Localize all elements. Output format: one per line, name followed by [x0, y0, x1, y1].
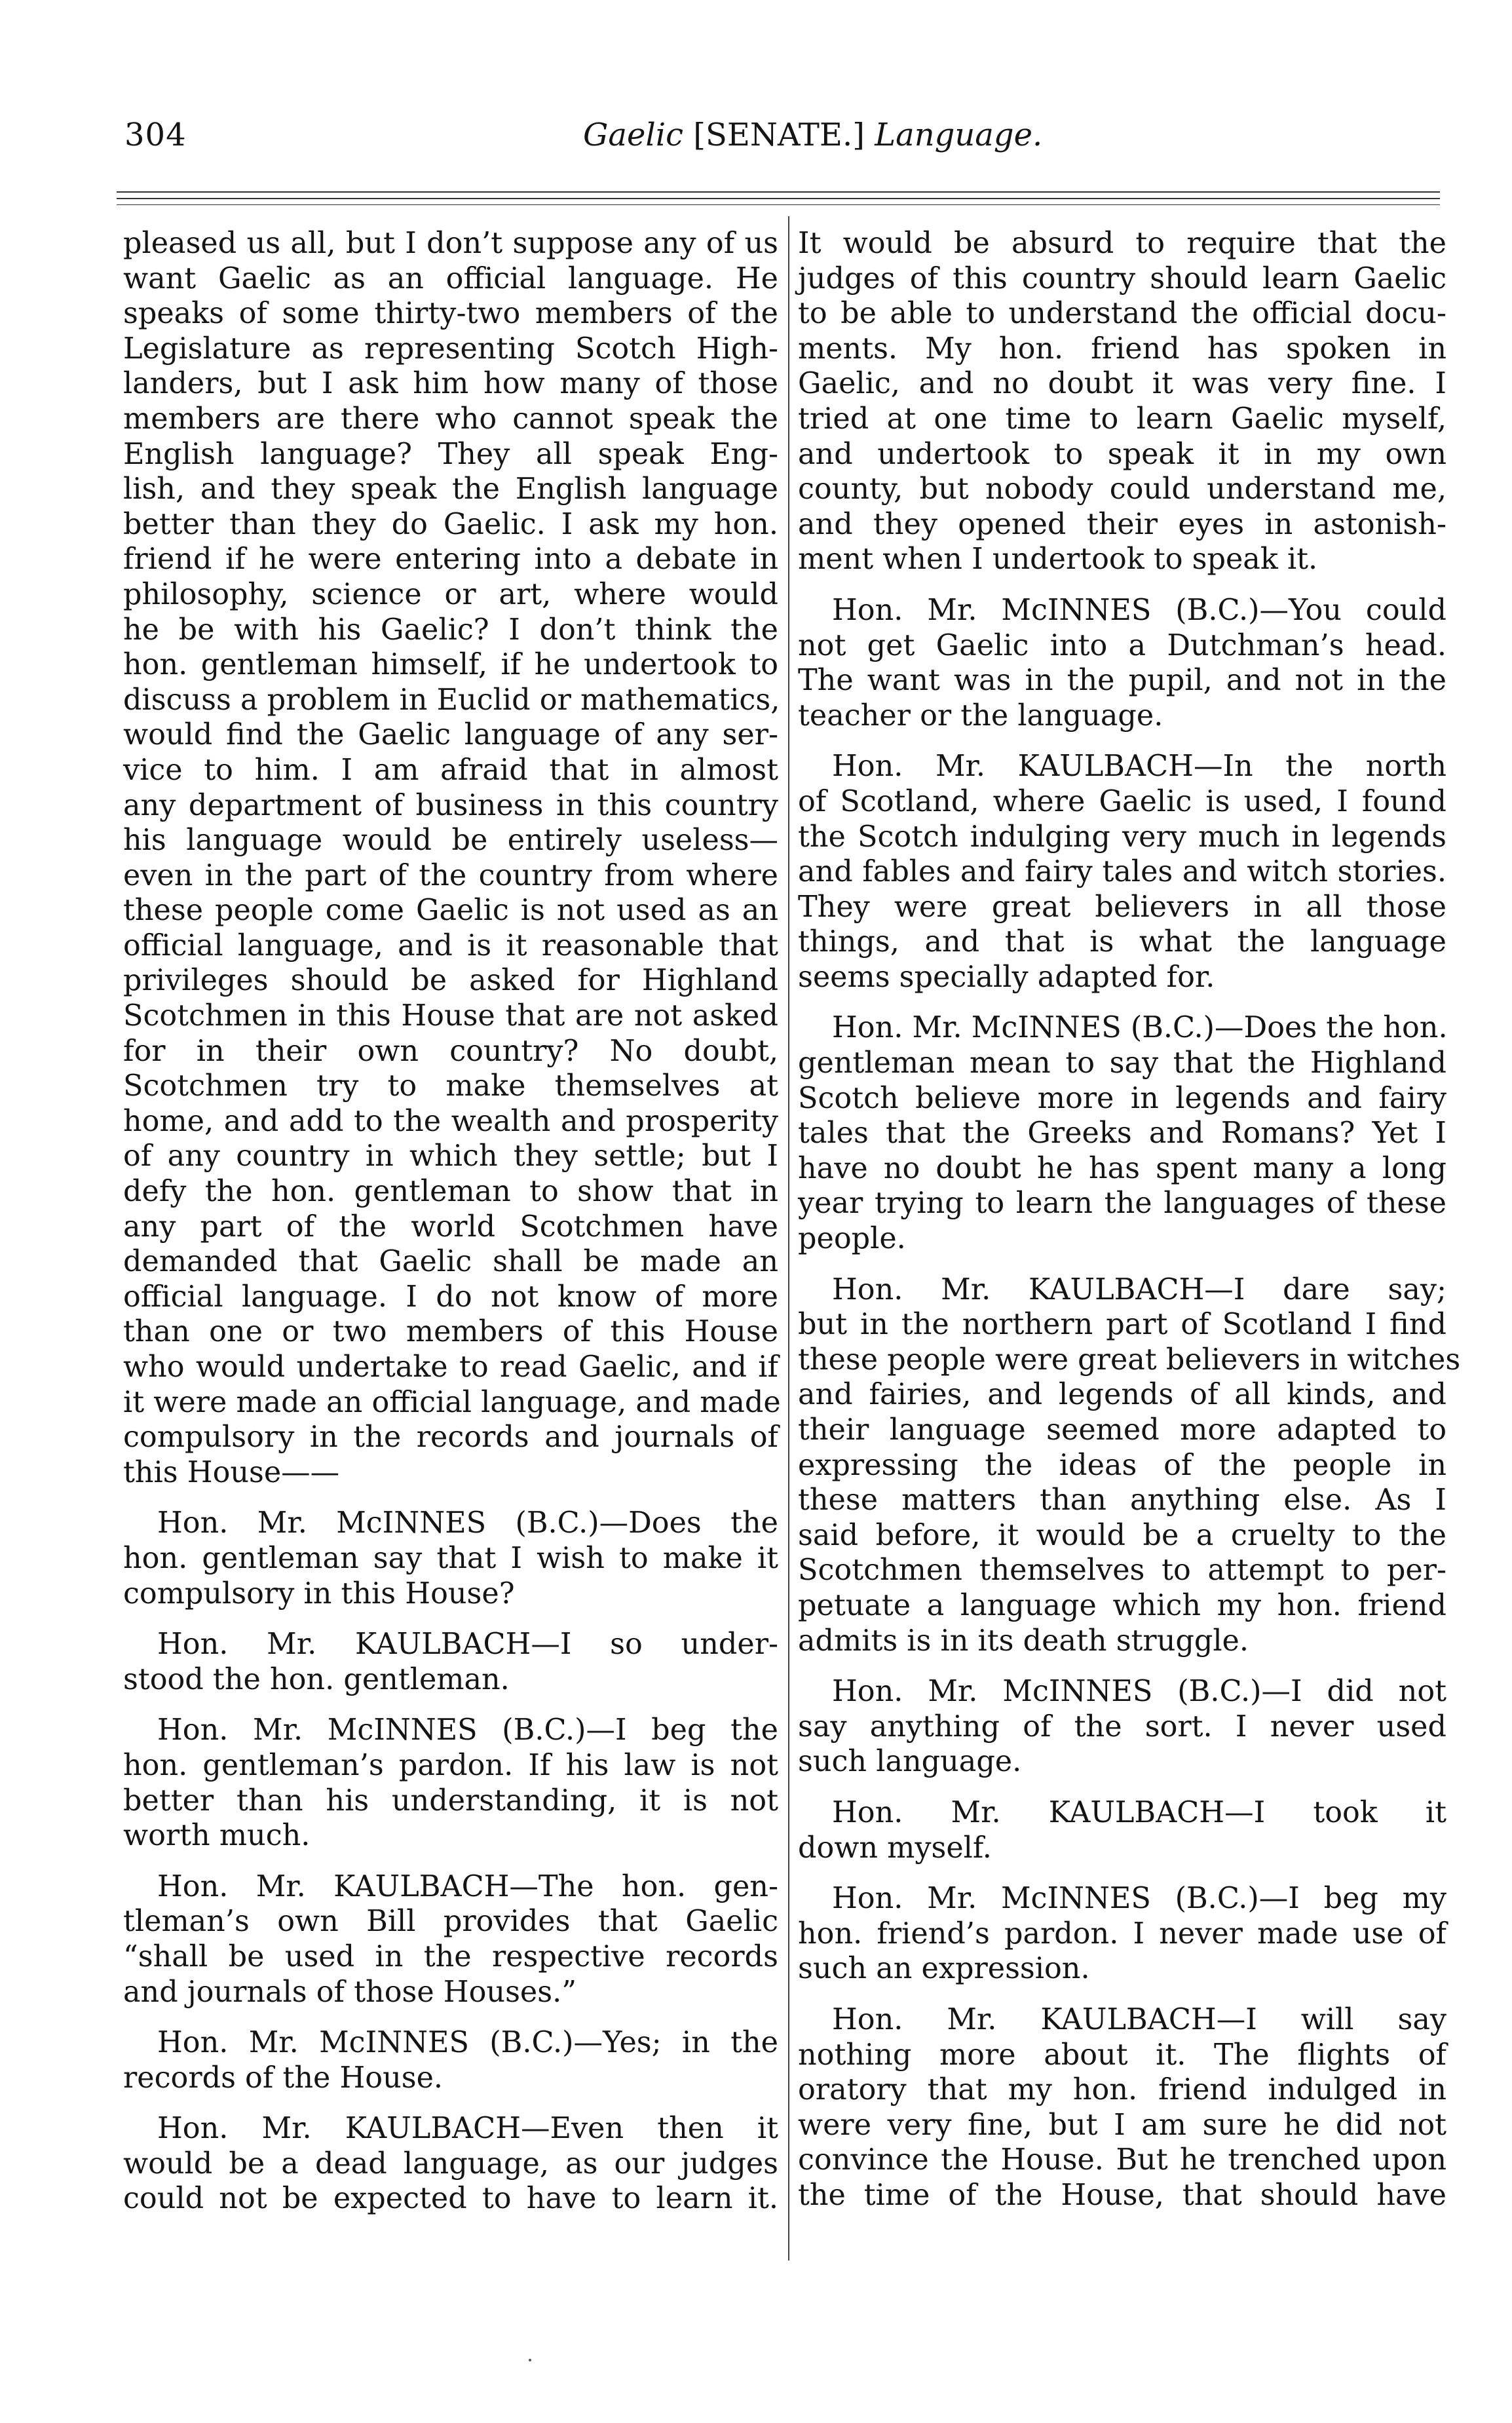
speaker-line: Hon. Mr. KAULBACH—The hon. gen- [157, 1869, 778, 1903]
text-line: of Scotland, where Gaelic is used, I found [798, 784, 1446, 818]
text-line: would find the Gaelic language of any ser- [123, 718, 778, 752]
speech-paragraph [798, 593, 1446, 733]
text-line: and fables and fairy tales and witch stories. [798, 855, 1446, 889]
text-line: Scotch believe more in legends and fairy [798, 1081, 1446, 1115]
text-line: the time of the House, that should have [798, 2178, 1446, 2212]
left-column [123, 226, 781, 2217]
text-line: he be with his Gaelic? I don’t think the [123, 613, 778, 647]
text-line: They were great believers in all those [798, 890, 1446, 924]
column-divider [788, 216, 789, 2261]
speech-paragraph [123, 2111, 778, 2217]
text-line: people. [798, 1222, 906, 1256]
speaker-line: Hon. Mr. KAULBACH—I took it [832, 1795, 1446, 1829]
text-line: official language. I do not know of more [123, 1280, 778, 1314]
text-line: tleman’s own Bill provides that Gaelic [123, 1905, 778, 1939]
text-line: any part of the world Scotchmen have [123, 1210, 778, 1244]
text-line: lish, and they speak the English language [123, 472, 778, 506]
text-line: the Scotch indulging very much in legends [798, 820, 1446, 854]
text-line: worth much. [123, 1819, 311, 1853]
text-line: speaks of some thirty-two members of the [123, 297, 778, 331]
text-line: hon. gentleman’s pardon. If his law is not [123, 1748, 778, 1782]
text-line: teacher or the language. [798, 698, 1163, 733]
text-line: philosophy, science or art, where would [123, 577, 778, 611]
text-line: compulsory in the records and journals of [123, 1421, 778, 1455]
text-line: ments. My hon. friend has spoken in [798, 332, 1446, 366]
text-line: county, but nobody could understand me, [798, 472, 1446, 506]
text-line: seems specially adapted for. [798, 960, 1215, 994]
text-line: discuss a problem in Euclid or mathematics, [123, 683, 780, 717]
text-line: year trying to learn the languages of these [798, 1187, 1446, 1221]
text-line: tried at one time to learn Gaelic myself, [798, 402, 1446, 436]
speech-paragraph [798, 749, 1446, 995]
speech-paragraph [123, 2025, 778, 2095]
text-line: records of the House. [123, 2061, 444, 2095]
speaker-line: Hon. Mr. McINNES (B.C.)—Yes; in the [157, 2026, 778, 2060]
text-line: these matters than anything else. As I [798, 1483, 1446, 1517]
header-rule [117, 198, 1440, 199]
text-line: admits is in its death struggle. [798, 1624, 1249, 1658]
text-line: say anything of the sort. I never used [798, 1709, 1446, 1744]
text-line: Scotchmen try to make themselves at [123, 1069, 778, 1103]
text-line: were very fine, but I am sure he did not [798, 2108, 1446, 2142]
text-line: home, and add to the wealth and prosperity [123, 1104, 778, 1138]
text-line: said before, it would be a cruelty to the [798, 1518, 1446, 1552]
text-line: it were made an official language, and made [123, 1385, 781, 1419]
running-head-left: Gaelic [583, 117, 683, 153]
speech-paragraph [798, 1674, 1446, 1780]
page-number: 304 [124, 117, 187, 153]
text-line: judges of this country should learn Gaelic [798, 261, 1446, 296]
text-line: oratory that my hon. friend indulged in [798, 2073, 1446, 2107]
text-line: compulsory in this House? [123, 1576, 515, 1611]
speech-paragraph [798, 1272, 1461, 1659]
text-line: The want was in the pupil, and not in the [798, 664, 1446, 698]
text-line: stood the hon. gentleman. [123, 1662, 510, 1696]
text-line: down myself. [798, 1831, 992, 1865]
text-line: better than they do Gaelic. I ask my hon. [123, 507, 778, 541]
speaker-line: Hon. Mr. McINNES (B.C.)—Does the hon. [832, 1011, 1448, 1045]
text-line: such language. [798, 1745, 1022, 1779]
text-line: of any country in which they settle; but I [123, 1139, 778, 1173]
text-line: this House—— [123, 1455, 340, 1489]
text-line: Scotchmen themselves to attempt to per- [798, 1554, 1446, 1588]
text-line: hon. friend’s pardon. I never made use of [798, 1917, 1446, 1951]
right-column [798, 226, 1461, 2213]
speaker-line: Hon. Mr. KAULBACH—In the north [832, 750, 1446, 784]
text-line: privileges should be asked for Highland [123, 964, 778, 998]
text-line: English language? They all speak Eng- [123, 437, 778, 471]
text-line: pleased us all, but I don’t suppose any of us [123, 227, 778, 260]
text-line: convince the House. But he trenched upon [798, 2143, 1446, 2177]
speaker-line: Hon. Mr. KAULBACH—Even then it [157, 2112, 778, 2146]
speech-paragraph [798, 2002, 1446, 2213]
paragraph [123, 226, 781, 1490]
text-line: have no doubt he has spent many a long [798, 1151, 1446, 1185]
text-line: but in the northern part of Scotland I find [798, 1308, 1446, 1342]
text-line: petuate a language which my hon. friend [798, 1588, 1446, 1622]
speaker-line: Hon. Mr. McINNES (B.C.)—Does the [157, 1506, 778, 1540]
text-line: than one or two members of this House [123, 1315, 778, 1349]
speech-paragraph [798, 1881, 1446, 1987]
print-speck [529, 2359, 531, 2361]
text-line: Gaelic, and no doubt it was very fine. I [798, 367, 1446, 401]
paragraph [798, 226, 1446, 577]
text-line: could not be expected to have to learn it. [123, 2182, 778, 2216]
text-line: their language seemed more adapted to [798, 1413, 1446, 1447]
text-line: for in their own country? No doubt, [123, 1034, 778, 1068]
speech-paragraph [123, 1627, 778, 1697]
text-line: It would be absurd to require that the [798, 227, 1446, 260]
running-head-right: Language. [875, 117, 1043, 153]
text-line: defy the hon. gentleman to show that in [123, 1175, 778, 1209]
text-line: Legislature as representing Scotch High- [123, 332, 778, 366]
text-line: ment when I undertook to speak it. [798, 543, 1318, 577]
speaker-line: Hon. Mr. McINNES (B.C.)—I beg the [157, 1713, 778, 1747]
text-line: and fairies, and legends of all kinds, and [798, 1378, 1446, 1412]
text-line: and journals of those Houses.” [123, 1975, 576, 2009]
header-rule [117, 204, 1440, 205]
page-header [124, 117, 1441, 162]
speaker-line: Hon. Mr. KAULBACH—I will say [832, 2002, 1446, 2036]
running-head [583, 117, 1042, 153]
text-line: his language would be entirely useless— [123, 824, 778, 858]
text-line: to be able to understand the official docu- [798, 297, 1446, 331]
text-line: would be a dead language, as our judges [123, 2146, 778, 2181]
text-line: friend if he were entering into a debate in [123, 543, 778, 577]
text-line: gentleman mean to say that the Highland [798, 1046, 1446, 1080]
text-line: landers, but I ask him how many of those [123, 367, 778, 401]
text-line: these people come Gaelic is not used as an [123, 894, 778, 928]
text-line: not get Gaelic into a Dutchman’s head. [798, 628, 1446, 662]
text-line: expressing the ideas of the people in [798, 1448, 1446, 1482]
text-line: nothing more about it. The flights of [798, 2038, 1446, 2072]
text-line: hon. gentleman say that I wish to make it [123, 1541, 778, 1575]
text-line: “shall be used in the respective records [123, 1939, 778, 1974]
text-line: who would undertake to read Gaelic, and if [123, 1350, 778, 1384]
header-rule [117, 191, 1440, 193]
text-line: members are there who cannot speak the [123, 402, 778, 436]
text-line: want Gaelic as an official language. He [123, 261, 778, 296]
speech-paragraph [123, 1713, 778, 1853]
speaker-line: Hon. Mr. McINNES (B.C.)—You could [832, 593, 1446, 627]
speaker-line: Hon. Mr. KAULBACH—I so under- [157, 1628, 778, 1662]
running-head-center: [SENATE.] [693, 117, 865, 153]
text-line: demanded that Gaelic shall be made an [123, 1245, 778, 1279]
speaker-line: Hon. Mr. McINNES (B.C.)—I beg my [832, 1882, 1446, 1916]
text-line: tales that the Greeks and Romans? Yet I [798, 1116, 1446, 1151]
speech-paragraph [123, 1869, 778, 2010]
text-line: vice to him. I am afraid that in almost [123, 753, 778, 787]
text-line: such an expression. [798, 1952, 1090, 1986]
text-line: better than his understanding, it is not [123, 1784, 778, 1818]
speech-paragraph [798, 1795, 1446, 1865]
text-line: and they opened their eyes in astonish- [798, 507, 1446, 541]
text-line: these people were great believers in witches [798, 1343, 1461, 1377]
speaker-line: Hon. Mr. KAULBACH—I dare say; [832, 1272, 1446, 1307]
text-line: hon. gentleman himself, if he undertook to [123, 648, 778, 682]
speech-paragraph [798, 1010, 1446, 1256]
text-line: any department of business in this country [123, 788, 778, 822]
text-line: Scotchmen in this House that are not asked [123, 999, 778, 1033]
speaker-line: Hon. Mr. McINNES (B.C.)—I did not [832, 1675, 1446, 1709]
speech-paragraph [123, 1506, 778, 1611]
text-line: and undertook to speak it in my own [798, 437, 1446, 471]
text-line: even in the part of the country from where [123, 858, 778, 892]
text-line: official language, and is it reasonable that [123, 928, 778, 963]
text-line: things, and that is what the language [798, 925, 1446, 959]
